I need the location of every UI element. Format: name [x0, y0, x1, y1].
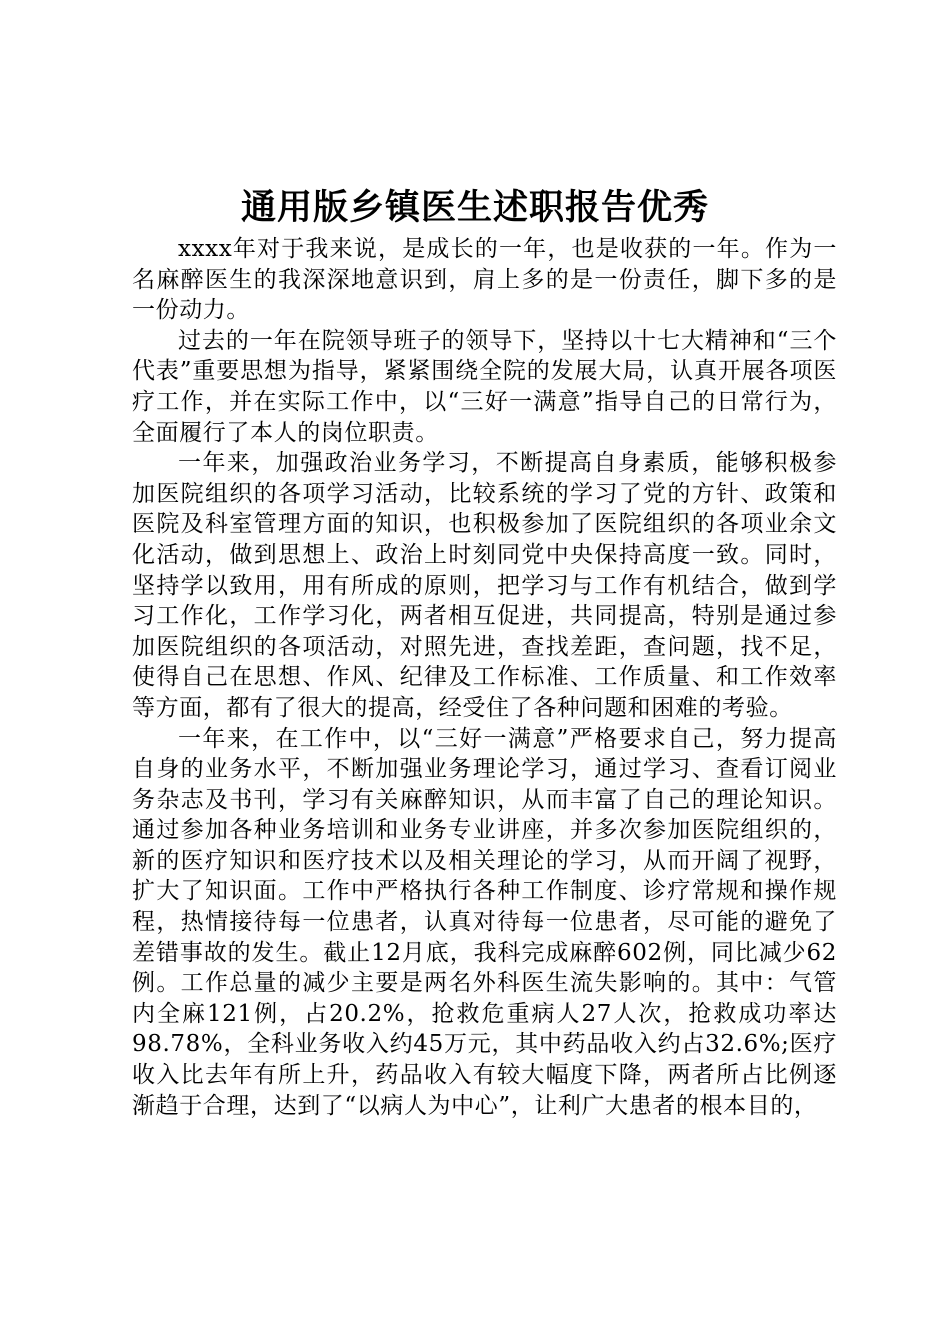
- paragraph-intro: xxxx年对于我来说，是成长的一年，也是收获的一年。作为一名麻醉医生的我深深地意识到，肩上多的是一份责任，脚下多的是一份动力。: [132, 236, 837, 324]
- document-body: [132, 234, 837, 1121]
- document-title: 通用版乡镇医生述职报告优秀: [240, 187, 709, 228]
- paragraph-work-performance: 一年来，在工作中，以“三好一满意”严格要求自己，努力提高自身的业务水平，不断加强业务理论学习，通过学习、查看订阅业务杂志及书刊，学习有关麻醉知识，从而丰富了自己的理论知识。通过参加各种业务培训和业务专业讲座，并多次参加医院组织的，新的医疗知识和医疗技术以及相关理论的学习，从而开阔了视野，扩大了知识面。工作中严格执行各种工作制度、诊疗常规和操作规程，热情接待每一位患者，认真对待每一位患者，尽可能的避免了差错事故的发生。截止12月底，我科完成麻醉602例，同比减少62例。工作总量的减少主要是两名外科医生流失影响的。其中：气管内全麻121例，占20.2%，抢救危重病人27人次，抢救成功率达98.78%，全科业务收入约45万元，其中药品收入约占32.6%;医疗收入比去年有所上升，药品收入有较大幅度下降，两者所占比例逐渐趋于合理，达到了“以病人为中心”，让利广大患者的根本目的，: [132, 725, 837, 1119]
- paragraph-political-study: 一年来，加强政治业务学习，不断提高自身素质，能够积极参加医院组织的各项学习活动，比较系统的学习了党的方针、政策和医院及科室管理方面的知识，也积极参加了医院组织的各项业余文化活动，做到思想上、政治上时刻同党中央保持高度一致。同时，坚持学以致用，用有所成的原则，把学习与工作有机结合，做到学习工作化，工作学习化，两者相互促进，共同提高，特别是通过参加医院组织的各项活动，对照先进，查找差距，查问题，找不足，使得自己在思想、作风、纪律及工作标准、工作质量、和工作效率等方面，都有了很大的提高，经受住了各种问题和困难的考验。: [132, 450, 837, 721]
- paragraph-past-year: 过去的一年在院领导班子的领导下，坚持以十七大精神和“三个代表”重要思想为指导，紧紧围绕全院的发展大局，认真开展各项医疗工作，并在实际工作中，以“三好一满意”指导自己的日常行为，全面履行了本人的岗位职责。: [132, 327, 837, 446]
